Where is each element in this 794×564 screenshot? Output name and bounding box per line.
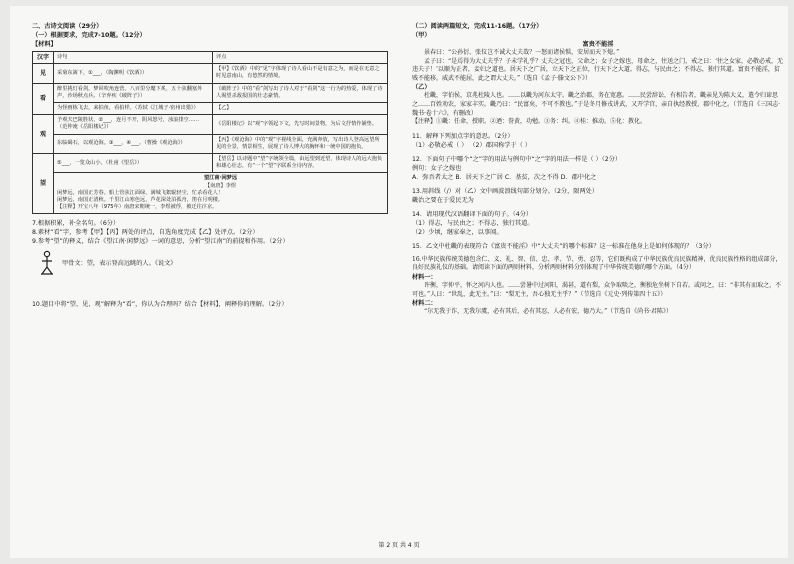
char-cell: 看 bbox=[33, 83, 54, 115]
question-12-example: 例句：女子之嫁也 bbox=[412, 164, 462, 172]
note-cell: 《岳阳楼记》以“观”字领起下文，先写时间景物，为后文抒情作铺垫。 bbox=[213, 115, 388, 134]
question-14: 14．请用现代汉语翻译下面的句子。（4分） bbox=[412, 210, 533, 218]
header-notes: 评点 bbox=[213, 52, 388, 64]
question-10: 10.题目中将“望、见、观”解释为“看”，你认为合理吗？结合【材料】，阐释你的理解。（2分） bbox=[32, 301, 288, 309]
line-cell: 予观夫巴陵胜状，②___，连月不开，阴风怒号，浊浪排空……（范仲淹《岳阳楼记》） bbox=[54, 115, 213, 134]
poem-note: 【注释】开宝八年（975年）南唐宋朝统一，李煜被俘，被迁往汴京。 bbox=[57, 204, 218, 211]
table-row bbox=[33, 83, 388, 102]
material-1-text: 许衡，字仲平，怀之河内人也。……尝暑中过河阳，渴甚，道有梨，众争取啖之，衡独危坐树下自若。或问之，曰：“非其有而取之，不可也。”人曰：“世乱，此无主。”曰：“梨无主，吾心独无主乎？”（节选自《元史·列传第四十五》） bbox=[412, 281, 782, 298]
note-cell: 《破阵子》中的“看”剑写出了诗人对于“看剑”这一行为的热爱，体现了诗人渴望杀敌报国的壮志豪情。 bbox=[213, 83, 388, 102]
char-cell: 望 bbox=[33, 154, 54, 214]
material-1-label: 材料一： bbox=[412, 273, 437, 281]
question-12: 12．下面句子中哪个“之”字的用法与例句中“之”字的用法一样是（ ）（2分） bbox=[412, 155, 622, 163]
exam-page bbox=[10, 6, 788, 558]
jia-paragraph: 景春曰：“公孙衍、张仪岂不诚大丈夫哉？一怒而诸侯惧，安居而天下熄。” bbox=[424, 49, 620, 56]
page-footer: 第 2 页 共 4 页 bbox=[378, 542, 420, 549]
material-2-text: “尔无我于诈，无我尔虞，必有其后，必有其忍，人必有宏，德乃大。”（节选自《尚书·君陈》） bbox=[424, 308, 673, 316]
table-row bbox=[33, 134, 388, 153]
poem-title: 望江南·闲梦远 bbox=[203, 175, 238, 182]
poem-author: 【南唐】李煜 bbox=[204, 182, 237, 189]
material-2-label: 材料二： bbox=[412, 300, 437, 308]
question-8: 8.素材“看”字，参考【甲】【丙】两处的评点，自选角度完成【乙】处评点。（2分） bbox=[32, 229, 259, 237]
note-cell: 【望岳】以诗题中“望”字统领全篇，由远望到近望，体现诗人的远大抱负和雄心壮志，有“一个“望”字联系全诗内容。 bbox=[213, 154, 388, 173]
yi-notes: 【注释】①畿：任命，授职。②迺：誊黄，功勉。③务：纠。④桂：推动。⑤化：教化。 bbox=[412, 118, 647, 126]
yi-paragraph: 杜畿，字伯侯，京兆杜陵人也。……以畿为河东太守。畿之治郡，务在宽惠。……民尝辞讼，有相告者，畿亲见为陈大义，遣令归谛思之……百姓劝农，家家丰实。畿乃曰：“民富矣，不可不教也。”于是冬月修戎讲武，又开学宫，亲自执经教授，郡中化之。（节选自《三国志·魏书·卷十六》，有删改） bbox=[412, 92, 781, 117]
question-11: 11．解释下列加点字的意思。（2分） bbox=[412, 132, 514, 140]
glyph-note: 甲骨文：望，表示登高远眺的人。《说文》 bbox=[62, 259, 177, 267]
glyph-row bbox=[38, 250, 402, 276]
yi-label: （乙） bbox=[412, 84, 431, 92]
question-13: 13.用斜线（/）对（乙）文中画波浪线句部分划分。（2分，限两处） bbox=[412, 187, 599, 195]
header-char: 汉字 bbox=[33, 52, 54, 64]
line-cell: 采菊东篱下，①___，（陶渊明《饮酒》） bbox=[54, 64, 213, 83]
table-row bbox=[33, 154, 388, 173]
poem-line: 闲梦远，南国正芳春。船上管弦江面绿，满城飞絮辊轻尘，忙杀看花人！ bbox=[57, 189, 224, 196]
char-cell: 见 bbox=[33, 64, 54, 83]
line-cell: 醉里挑灯看剑，梦回吹角连营。八百里分麾下炙，五十弦翻塞外声，沙场秋点兵。（辛弃疾《破阵子》） bbox=[54, 83, 213, 102]
question-7: 7.根据积累，补全名句。（6分） bbox=[32, 220, 120, 228]
question-11-items: （1）必敬必戒（ ） （2）郡国称学于（ ） bbox=[412, 141, 531, 149]
jia-label: （甲） bbox=[412, 32, 431, 39]
question-9: 9.参考“望”的释义，结合《望江南·闲梦远》一词的意思，分析“望江南”的前提和作用。（2分） bbox=[32, 238, 289, 246]
table-row bbox=[33, 103, 388, 115]
question-16: 16.中华民族传统美德包含仁、义、礼、智、信、忠、孝、节、勇、忍等，它们既构成了中华民族优良民族精神，优良民族性格的组成部分，良好民族礼仪的基础。请阅读下面的两则材料，分析两则材料分别体现了中华传统美德的哪个方面。（4分） bbox=[412, 255, 782, 272]
note-cell: 【乙】 bbox=[213, 103, 388, 115]
table-row bbox=[33, 115, 388, 134]
oracle-bone-glyph-icon bbox=[38, 250, 56, 276]
line-cell: 为怪画栋飞去，来拍鱼，看拍样。（苏轼《江城子·密州出猎》） bbox=[54, 103, 213, 115]
table-row bbox=[33, 173, 388, 214]
question-14-item: （2）少顷，继家奉之，以事闻。 bbox=[412, 228, 503, 236]
sub-section-1: （一）根据要求，完成7-10题。（12分） bbox=[32, 32, 146, 39]
question-13-sentence: 畿治之要在于爱民无为 bbox=[412, 196, 474, 204]
poem-table bbox=[32, 51, 388, 214]
left-column bbox=[32, 22, 402, 309]
material-label: 【材料】 bbox=[32, 41, 57, 48]
table-header-row bbox=[33, 52, 388, 64]
poem-line: 闲梦远，南国正清秋。千里江山寒色远，芦花深处泊孤舟，笛在月明楼。 bbox=[57, 197, 224, 204]
line-cell: 东临碣石，以观沧海。③___，④___。（曹操《观沧海》） bbox=[54, 134, 213, 153]
section-title: 二、古诗文阅读（29分） bbox=[32, 23, 103, 30]
note-cell: 【丙】《观沧海》中的“观”字视线全面，充满奔放，写出诗人登高远望所见的全景，情景相生，展现了诗人博大的胸怀和一统中国的抱负。 bbox=[213, 134, 388, 153]
char-cell: 观 bbox=[33, 115, 54, 154]
line-cell: ⑤___，一览众山小。（杜甫《望岳》） bbox=[54, 154, 213, 173]
table-row bbox=[33, 64, 388, 83]
poem-cell bbox=[54, 173, 388, 214]
header-lines: 诗句 bbox=[54, 52, 213, 64]
jia-paragraph: 孟子曰：“是焉得为大丈夫乎？子未学礼乎？丈夫之冠也，父命之；女子之嫁也，母命之，往送之门，戒之曰：‘往之女家，必敬必戒，无违夫子！’以顺为正者，妾妇之道也。居天下之广居，立天下之正位，行天下之大道。得志，与民由之；不得志，独行其道。富贵不能淫，贫贱不能移，威武不能屈，此之谓大丈夫。”（选自《孟子·滕文公下》） bbox=[412, 57, 783, 82]
question-12-options: A．弥吾者太之 B．居天下之广居 C．基贫，次之不得 D．郡中化之 bbox=[412, 173, 597, 181]
jia-title: 富贵不能淫 bbox=[582, 41, 614, 48]
sub-section-2: （二）阅读两篇短文，完成11-16题。（17分） bbox=[412, 23, 543, 30]
question-15: 15．乙文中杜畿的表现符合《富贵不能淫》中“大丈夫”的哪个标准？这一标准在他身上是如何体现的？（3分） bbox=[412, 242, 715, 250]
question-14-item: （1）得志，与民由之；不得志，独行其道。 bbox=[412, 219, 534, 227]
right-column bbox=[412, 22, 784, 317]
note-cell: 【甲】《饮酒》中的“见”字体现了诗人看山不是有意之为，而是在无意之时见意南山，有悠然的情境。 bbox=[213, 64, 388, 83]
